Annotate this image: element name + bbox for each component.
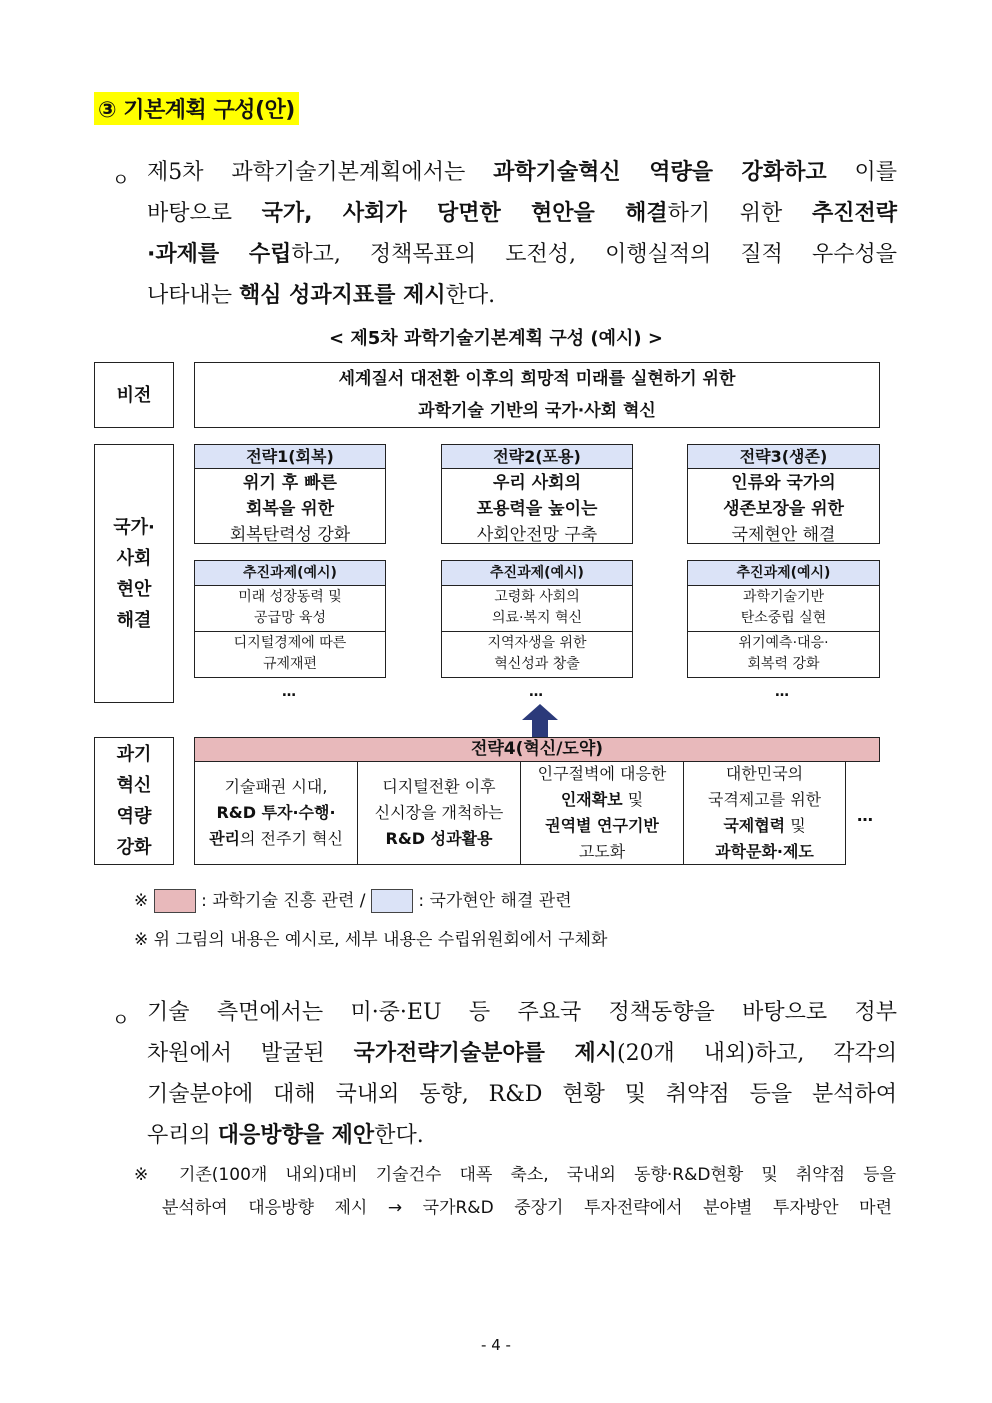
national-issue-label [94, 444, 174, 703]
strategy-head: 전략1(회복) [195, 445, 385, 469]
section-title: ③ 기본계획 구성(안) [94, 92, 299, 125]
legend-label: : 국가현안 해결 관련 [418, 891, 572, 911]
label-line: 해결 [116, 609, 152, 631]
label-line: 사회 [116, 547, 152, 569]
ellipsis: … [282, 684, 296, 700]
label-line: 혁신 [116, 775, 152, 796]
task-head: 추진과제(예시) [442, 561, 632, 586]
para2-line: 기술 측면에서는 미·중·EU 등 주요국 정책동향을 바탕으로 정부 [147, 1000, 897, 1025]
strategy-4-cell: 기술패권 시대, R&D 투자·수행· 관리의 전주기 혁신 [194, 761, 358, 865]
strategy-line: 생존보장을 위한 [723, 499, 844, 519]
legend-swatch-pink [154, 889, 196, 913]
paragraph-2-text [147, 992, 897, 1156]
paragraph-1-text [147, 152, 897, 316]
legend-label: : 과학기술 진흥 관련 / [201, 891, 366, 911]
ellipsis: … [775, 684, 789, 700]
page-number: - 4 - [481, 1336, 511, 1354]
strategy-line: 국제현안 해결 [731, 525, 836, 545]
strategy-head: 전략3(생존) [688, 445, 879, 469]
task-row: 지역자생을 위한 혁신성과 창출 [442, 631, 632, 676]
strategy-2 [441, 444, 633, 544]
strategy-4-cell: 디지털전환 이후 신시장을 개척하는 R&D 성과활용 [357, 761, 521, 865]
task-row: 과학기술기반 탄소중립 실현 [740, 589, 827, 626]
up-arrow-icon [520, 702, 560, 738]
strategy-head: 전략2(포용) [442, 445, 632, 469]
label-line: 국가· [113, 516, 155, 538]
task-row: 고령화 사회의 의료·복지 혁신 [491, 589, 583, 626]
footnote: ※ 기존(100개 내외)대비 기술건수 대폭 축소, 국내외 동향·R&D현황 및 취약점 등을 [134, 1165, 896, 1185]
strategy-4-cell: 대한민국의 국격제고를 위한 국제협력 및 과학문화·제도 [683, 761, 846, 865]
strategy-1 [194, 444, 386, 544]
task-box-1 [194, 560, 386, 678]
para2-line: 우리의 대응방향을 제안한다. [147, 1123, 424, 1148]
vision-line: 세계질서 대전환 이후의 희망적 미래를 실현하기 위한 [338, 369, 736, 389]
para1-line: 나타내는 핵심 성과지표를 제시한다. [147, 283, 496, 308]
strategy-line: 포용력을 높이는 [476, 499, 598, 519]
task-box-3 [687, 560, 880, 678]
vision-line: 과학기술 기반의 국가·사회 혁신 [418, 401, 656, 421]
task-row: 디지털경제에 따른 규제재편 [195, 631, 385, 676]
label-line: 현안 [116, 578, 152, 600]
capacity-label [94, 737, 174, 865]
legend [134, 886, 572, 913]
label-line: 역량 [116, 806, 152, 827]
figure-caption: < 제5차 과학기술기본계획 구성 (예시) > [329, 328, 663, 349]
strategy-line: 회복탄력성 강화 [229, 525, 351, 545]
bullet-marker: ㅇ [112, 1010, 130, 1031]
label-line: 과기 [116, 744, 152, 765]
task-head: 추진과제(예시) [195, 561, 385, 586]
strategy-line: 회복을 위한 [245, 499, 335, 519]
vision-label: 비전 [94, 362, 174, 428]
strategy-4-cell: 인구절벽에 대응한 인재확보 및 권역별 연구기반 고도화 [520, 761, 684, 865]
bullet-marker: ㅇ [112, 170, 130, 191]
strategy-line: 사회안전망 구축 [476, 525, 598, 545]
legend-swatch-blue [371, 889, 413, 913]
label-line: 강화 [116, 837, 152, 858]
strategy-3 [687, 444, 880, 544]
para2-line: 차원에서 발굴된 국가전략기술분야를 제시(20개 내외)하고, 각각의 [147, 1041, 897, 1066]
task-box-2 [441, 560, 633, 678]
para1-line: 바탕으로 국가, 사회가 당면한 현안을 해결하기 위한 추진전략 [147, 201, 897, 226]
vision-box [194, 362, 880, 428]
ellipsis: … [857, 806, 873, 825]
task-row: 미래 성장동력 및 공급망 육성 [238, 589, 342, 626]
para1-line: 제5차 과학기술기본계획에서는 과학기술혁신 역량을 강화하고 이를 [147, 160, 898, 185]
footnote: 분석하여 대응방향 제시 → 국가R&D 중장기 투자전략에서 분야별 투자방안 마련 [162, 1198, 892, 1218]
figure-note: ※ 위 그림의 내용은 예시로, 세부 내용은 수립위원회에서 구체화 [134, 930, 608, 950]
task-row: 위기예측·대응· 회복력 강화 [688, 631, 879, 676]
strategy-line: 우리 사회의 [492, 473, 582, 493]
strategy-line: 위기 후 빠른 [243, 473, 337, 493]
ellipsis: … [529, 684, 543, 700]
strategy-4-head: 전략4(혁신/도약) [194, 737, 880, 762]
strategy-line: 인류와 국가의 [731, 473, 836, 493]
para1-line: ·과제를 수립하고, 정책목표의 도전성, 이행실적의 질적 우수성을 [147, 242, 897, 267]
legend-mark: ※ [134, 891, 149, 911]
task-head: 추진과제(예시) [688, 561, 879, 586]
para2-line: 기술분야에 대해 국내외 동향, R&D 현황 및 취약점 등을 분석하여 [147, 1082, 897, 1107]
